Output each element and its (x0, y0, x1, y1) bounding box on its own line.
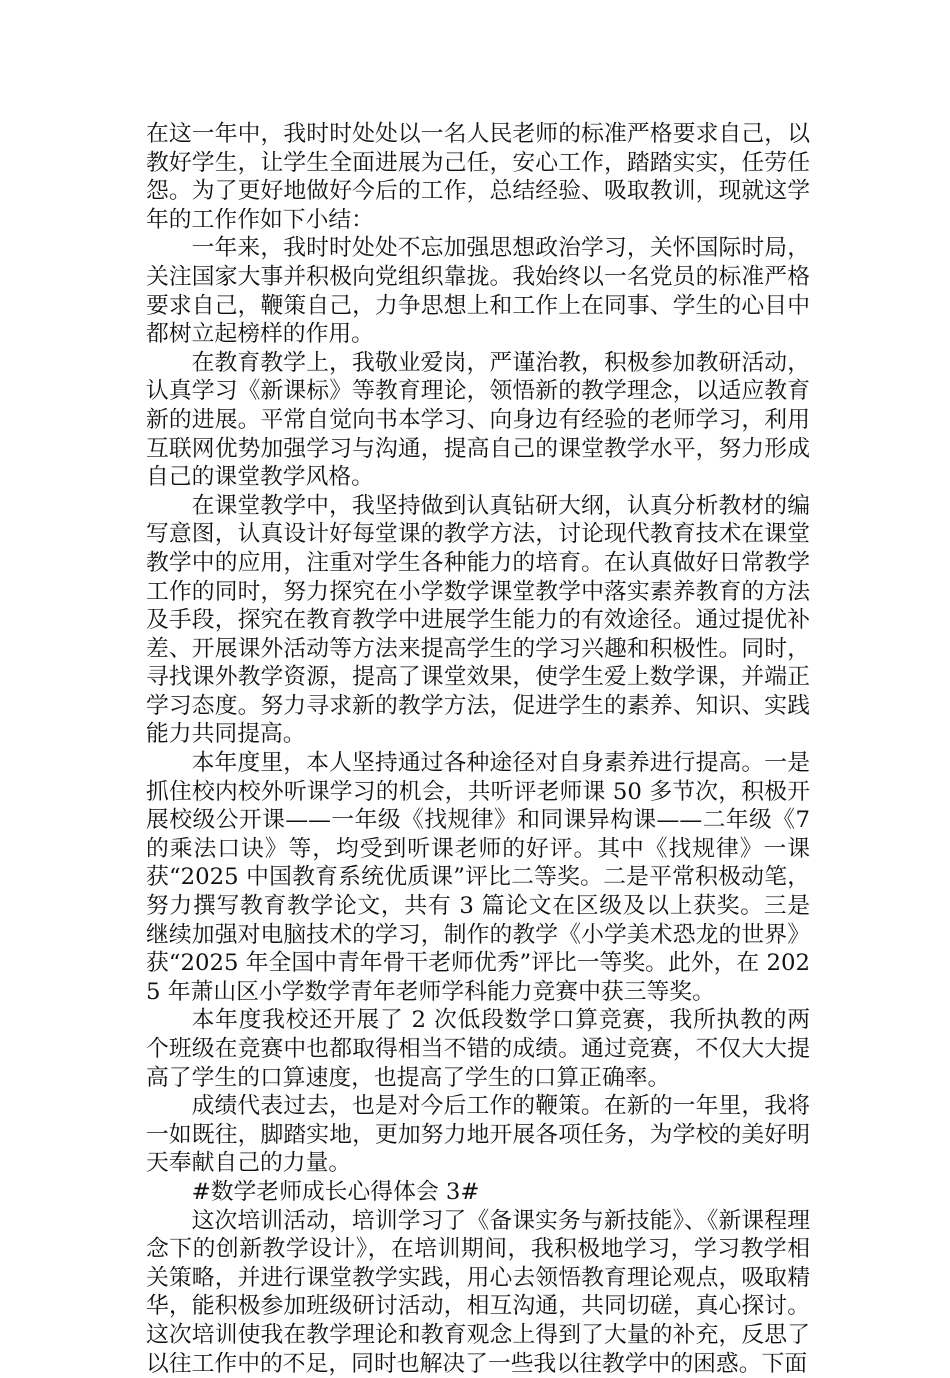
section-heading: #数学老师成长心得体会 3# (191, 1178, 480, 1205)
paragraph-closing: 成绩代表过去，也是对今后工作的鞭策。在新的一年里，我将一如既往，脚踏实地，更加努力地开展各项任务，为学校的美好明天奉献自己的力量。 (146, 1093, 810, 1177)
document-body (146, 120, 810, 1378)
paragraph-arithmetic-contest: 本年度我校还开展了 2 次低段数学口算竞赛，我所执教的两个班级在竞赛中也都取得相当不错的成绩。通过竞赛，不仅大大提高了学生的口算速度，也提高了学生的口算正确率。 (146, 1007, 810, 1091)
paragraph-classroom-teaching: 在课堂教学中，我坚持做到认真钻研大纲，认真分析教材的编写意图，认真设计好每堂课的教学方法，讨论现代教育技术在课堂教学中的应用，注重对学生各种能力的培育。在认真做好日常教学工作的同时，努力探究在小学数学课堂教学中落实素养教育的方法及手段，探究在教育教学中进展学生能力的有效途径。通过提优补差、开展课外活动等方法来提高学生的学习兴趣和积极性。同时，寻找课外教学资源，提高了课堂效果，使学生爱上数学课，并端正学习态度。努力寻求新的教学方法，促进学生的素养、知识、实践能力共同提高。 (146, 492, 810, 748)
paragraph-self-improvement: 本年度里，本人坚持通过各种途径对自身素养进行提高。一是抓住校内校外听课学习的机会，共听评老师课 50 多节次，积极开展校级公开课——一年级《找规律》和同课异构课——二年级《7 的乘法口诀》等，均受到听课老师的好评。其中《找规律》一课获“2025 中国教育系统优质课”评比二等奖。二是平常积极动笔，努力撰写教育教学论文，共有 3 篇论文在区级及以上获奖。三是继续加强对电脑技术的学习，制作的教学《小学美术恐龙的世界》获“2025 年全国中青年骨干老师优秀”评比一等奖。此外，在 2025 年萧山区小学数学青年老师学科能力竞赛中获三等奖。 (146, 750, 810, 1005)
paragraph-training: 这次培训活动，培训学习了《备课实务与新技能》、《新课程理念下的创新教学设计》，在培训期间，我积极地学习，学习教学相关策略，并进行课堂教学实践，用心去领悟教育理论观点，吸取精华，能积极参加班级研讨活动，相互沟通，共同切磋，真心探讨。这次培训使我在教学理论和教育观念上得到了大量的补充，反思了以往工作中的不足，同时也解决了一些我以往教学中的困惑。下面 (146, 1207, 810, 1377)
paragraph-intro: 在这一年中，我时时处处以一名人民老师的标准严格要求自己，以教好学生，让学生全面进展为己任，安心工作，踏踏实实，任劳任怨。为了更好地做好今后的工作，总结经验、吸取教训，现就这学年的工作作如下小结： (146, 121, 810, 233)
paragraph-teaching-attitude: 在教育教学上，我敬业爱岗，严谨治教，积极参加教研活动，认真学习《新课标》等教育理论，领悟新的教学理念，以适应教育新的进展。平常自觉向书本学习、向身边有经验的老师学习，利用互联网优势加强学习与沟通，提高自己的课堂教学水平，努力形成自己的课堂教学风格。 (146, 349, 810, 491)
paragraph-political-study: 一年来，我时时处处不忘加强思想政治学习，关怀国际时局，关注国家大事并积极向党组织靠拢。我始终以一名党员的标准严格要求自己，鞭策自己，力争思想上和工作上在同事、学生的心目中都树立起榜样的作用。 (146, 235, 810, 348)
